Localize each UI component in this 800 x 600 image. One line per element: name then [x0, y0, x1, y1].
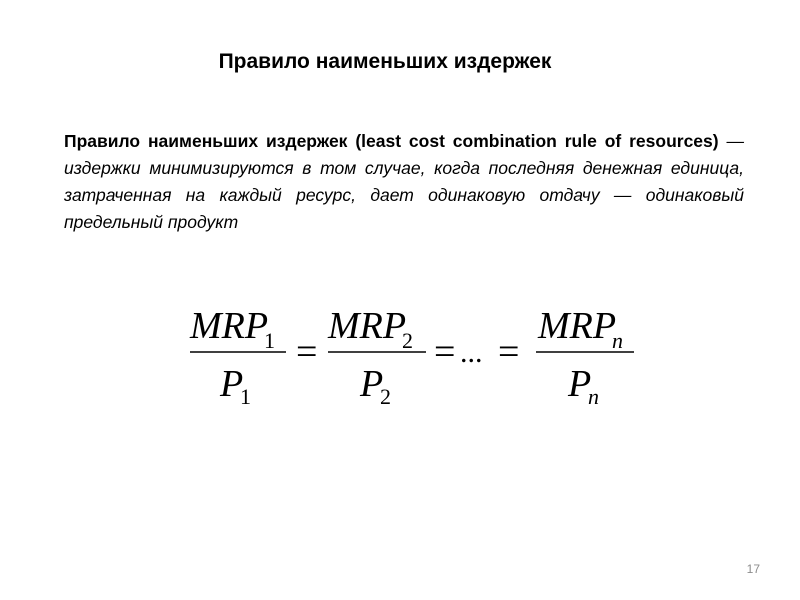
fraction-1-numerator: MRP [190, 305, 269, 347]
fraction-3 [536, 305, 634, 409]
least-cost-formula [180, 296, 650, 426]
definition-explanation: —издержки минимизируются в том случае, когда последняя денежная единица, затраченная на каждый ресурс, дает одинаковую отдачу — одинаковый предельный продукт [64, 131, 744, 232]
fraction-1-denominator-subscript: 1 [240, 384, 251, 409]
equals-sign-3: = [498, 331, 520, 373]
fraction-2-denominator-subscript: 2 [380, 384, 391, 409]
page-number: 17 [746, 562, 760, 576]
equals-sign-1: = [296, 331, 318, 373]
fraction-3-numerator: MRP [538, 305, 617, 347]
fraction-3-denominator-subscript: n [588, 384, 599, 409]
fraction-3-numerator-subscript: n [612, 328, 623, 353]
definition-term: Правило наименьших издержек (least cost combination rule of resources) [64, 131, 719, 151]
slide-title: Правило наименьших издержек [218, 50, 552, 73]
fraction-3-denominator: P [568, 363, 592, 405]
fraction-2-denominator: P [360, 363, 384, 405]
fraction-2-numerator-subscript: 2 [402, 328, 413, 353]
ellipsis: ... [460, 336, 483, 369]
equals-sign-2: = [434, 331, 456, 373]
fraction-1-denominator: P [220, 363, 244, 405]
fraction-2 [327, 305, 426, 409]
fraction-1 [189, 305, 286, 409]
fraction-2-numerator: MRP [328, 305, 407, 347]
fraction-1-numerator-subscript: 1 [264, 328, 275, 353]
definition-paragraph [64, 128, 744, 236]
